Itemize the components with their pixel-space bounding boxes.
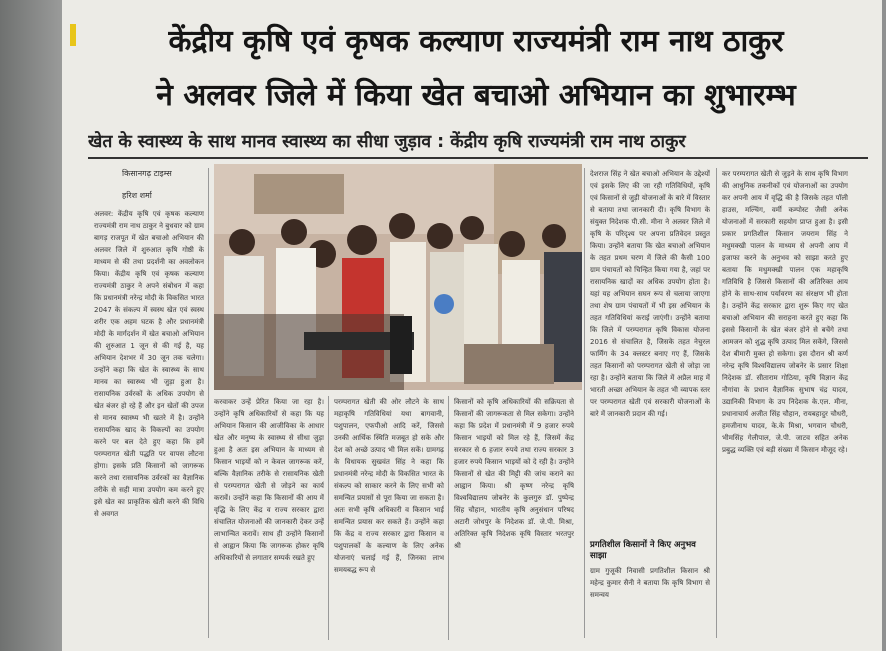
- byline: किसानगढ़ टाइम्स: [122, 169, 172, 178]
- column-divider: [328, 396, 329, 640]
- side-subheading: प्रगतिशील किसानों ने किए अनुभव साझा: [590, 540, 696, 561]
- headline-rule: [88, 157, 868, 159]
- article-column-5: देशराज सिंह ने खेत बचाओ अभियान के उद्देश्यों एवं इसके लिए की जा रही गतिविधियों, कृषि एवं किसानों से जुड़ी योजनाओं के बारे में विस्तार से बताया तथा जानकारी दी। कृषि विभाग के संयुक्त निदेशक पी.सी. मीना ने अलवर जिले में कृषि के परिदृश्य पर अपना प्रतिवेदन प्रस्तुत किया। उन्होंने बताया कि खेत बचाओ अभियान के तहत प्रथम चरण में जिले की कैसी 100 ग्राम पंचायतों को चिन्हित किया गया है, जहां पर रासायनिक खादों का अधिक उपयोग होता है। यहां यह अभियान सघन रूप से चलाया जाएगा तथा शेष ग्राम पंचायतों में भी इस अभियान के तहत गतिविधियां कराई जाएंगी। उन्होंने बताया कि जिले में परम्परागत कृषि विकास योजना 2016 से संचालित है, जिसके तहत नेचुरल फार्मिंग के 34 क्लस्टर बनाए गए हैं, जिसके तहत किसानों को परम्परागत खेती से जोड़ा जा रहा है। उन्होंने बताया कि जिले में अप्रैल माह में भारती अच्छा अभियान के तहत भी व्यापक स्तर पर परम्परागत खेती एवं सरकारी योजनाओं के बारे में जानकारी प्रदान की गई।: [590, 170, 710, 418]
- article-column-1: अलवर: केंद्रीय कृषि एवं कृषक कल्याण राज्यमंत्री राम नाथ ठाकुर ने बुधवार को ग्राम बागड़ राजपूत में खेत बचाओ अभियान की अलवर जिले में शुरुआत कृषि गोष्ठी के माध्यम से की तथा प्रदर्शनी का अवलोकन किया। केंद्रीय कृषि एवं कृषक कल्याण राज्यमंत्री ठाकुर ने अपने संबोधन में कहा कि प्रधानमंत्री नरेन्द्र मोदी के विकसित भारत 2047 के संकल्प में स्वस्थ खेत एवं स्वस्थ शरीर एक अहम घटक है और प्रधानमंत्री मोदी के मार्गदर्शन में खेत बचाओ अभियान की शुरुआत 1 जून से की गई है, यह अभियान देशभर में 30 जून तक चलेगा। उन्होंने कहा कि खेत के स्वास्थ्य के साथ मानव का स्वास्थ्य भी जुड़ा हुआ है। रासायनिक उर्वरकों के अधिक उपयोग से खेत बंजर हो रहे हैं और इन खेतों की उपज से मानव स्वास्थ्य भी खतरे में है। उन्होंने रासायनिक खाद के विकल्पों का उपयोग करने पर बल देते हुए कहा कि हमें परम्परागत खेती पद्धति पर वापस लौटना होगा। इसके प्रति किसानों को जागरूक करने तथा रासायनिक उर्वरकों का वैज्ञानिक तरीके से सही मात्रा उपयोग कम करने हुए इसे खेत का प्राकृतिक खेती करने की विधि से अवगत: [94, 210, 204, 518]
- news-photo: [214, 164, 582, 390]
- article-column-3: परम्परागत खेती की ओर लौटने के साथ महाकृषि गतिविधियां यथा बागवानी, पशुपालन, एफपीओ आदि करें, जिससे उनकी आर्थिक स्थिति मजबूत हो सके और देश को अच्छे उत्पाद भी मिल सकें। ग्रामगढ़ के विधायक सुखवंत सिंह ने कहा कि प्रधानमंत्री नरेन्द्र मोदी के विकसित भारत के संकल्प को साकार करने के लिए सभी को समन्वित प्रयासों से पूरा किया जा सकता है। अतः सभी कृषि अधिकारी व किसान भाई समन्वित प्रयास कर सकते हैं। उन्होंने कहा कि केंद्र व राज्य सरकार द्वारा किसान व पशुपालकों के कल्याण के लिए अनेक योजनाएं चलाई गई हैं, जिनका लाभ समयबद्ध रूप से: [334, 398, 444, 574]
- column-divider: [208, 168, 209, 638]
- page-edge-shadow: [0, 0, 62, 651]
- dateline: हरिश शर्मा: [122, 191, 152, 200]
- subheadline: खेत के स्वास्थ्य के साथ मानव स्वास्थ्य का सीधा जुड़ाव : केंद्रीय कृषि राज्यमंत्री राम नाथ ठाकुर: [88, 132, 686, 152]
- article-column-2: करवाकर उन्हें प्रेरित किया जा रहा है। उन्होंने कृषि अधिकारियों से कहा कि यह अभियान किसान की आजीविका के आधार खेत और मनुष्य के स्वास्थ्य से सीधा जुड़ा हुआ है अतः इस अभियान के माध्यम से किसान भाइयों को न केवल जागरूक करें, बल्कि वैज्ञानिक तरीके से रासायनिक खेती से परम्परागत खेती से जोड़ने का कार्य करावें। उन्होंने कहा कि किसानों की आय में वृद्धि के लिए केंद्र व राज्य सरकार द्वारा संचालित योजनाओं की जानकारी देकर उन्हें लाभान्वित करावें। साथ ही उन्होंने किसानों से आह्वान किया कि जागरूक होकर कृषि अधिकारियों से लगातार सम्पर्क रखते हुए: [214, 398, 324, 562]
- column-divider: [584, 168, 585, 638]
- column-divider: [448, 396, 449, 640]
- column-divider: [716, 168, 717, 638]
- article-column-5b: ग्राम गुजूकी निवासी प्रगतिशील किसान श्री महेन्द्र कुमार सैनी ने बताया कि कृषि विभाग से समन्वय: [590, 567, 710, 599]
- yellow-marker: [70, 24, 76, 46]
- article-column-6: कर परम्परागत खेती से जुड़ने के साथ कृषि विभाग की आधुनिक तकनीकों एवं योजनाओं का उपयोग कर अपनी आय में वृद्धि की है जिसके तहत पॉली हाउस, मल्चिंग, वर्मी कम्पोस्ट जैसी अनेक योजनाओं में सरकारी सहयोग प्राप्त हुआ है। इसी प्रकार प्रगतिशील किसान जयराम सिंह ने मधुमक्खी पालन के माध्यम से अपनी आय में इजाफा करने के अनुभव को साझा करते हुए बताया कि मधुमक्खी पालन एक महाकृषि गतिविधि है जिससे किसानों की अतिरिक्त आय होने के साथ-साथ पर्यावरण का संरक्षण भी होता है। उन्होंने केंद्र सरकार द्वारा शुरू किए गए खेत बचाओ अभियान की सराहना करते हुए कहा कि इससे किसानों के खेत बंजर होने से बचेंगे तथा आमजन को शुद्ध कृषि उत्पाद मिल सकेंगे, जिससे देश बीमारी मुक्त हो सकेगा। इस दौरान श्री कर्ण नरेन्द्र कृषि विश्वविद्यालय जोबनेर के प्रसार शिक्षा निदेशक डॉ. सीताराम गोठिया, कृषि विज्ञान केंद्र नौगांवा के प्रधान वैज्ञानिक सुभाष चंद्र यादव, उद्यानिकी विभाग के उप निदेशक के.एल. मीना, प्रधानाचार्य अजीत सिंह चौहान, रायबहादुर चौधरी, हमजीनाथ यादव, के.के मिश्रा, भगवान चौधरी, भीमसिंह गेलीपाल, जे.पी. जाटव सहित अनेक प्रबुद्ध व्यक्ति एवं बड़ी संख्या में किसान मौजूद रहे।: [722, 170, 848, 454]
- headline-line-1: केंद्रीय कृषि एवं कृषक कल्याण राज्यमंत्री राम नाथ ठाकुर: [168, 24, 784, 59]
- ceremony-photo-illustration: [214, 164, 582, 390]
- headline-line-2: ने अलवर जिले में किया खेत बचाओ अभियान का शुभारम्भ: [156, 78, 796, 113]
- article-column-4: किसानों को कृषि अधिकारियों की सक्रियता से किसानों की जागरूकता से मिल सकेगा। उन्होंने कहा कि प्रदेश में प्रधानमंत्री में 9 हजार रुपये किसान भाइयों को मिल रहे हैं, जिसमें केंद्र सरकार से 6 हजार रुपये तथा राज्य सरकार 3 हजार रुपये किसान भाइयों को दे रही है। उन्होंने किसानों से खेत की मिट्टी की जांच कराने का आह्वान किया। श्री कृष्ण नरेन्द्र कृषि विश्वविद्यालय जोबनेर के कुलगुरु डॉ. पुष्पेन्द्र सिंह चौहान, भारतीय कृषि अनुसंधान परिषद अटारी जोधपुर के निदेशक डॉ. जे.पी. मिश्रा, अतिरिक्त कृषि निदेशक कृषि विस्तार भरतपुर श्री: [454, 398, 574, 550]
